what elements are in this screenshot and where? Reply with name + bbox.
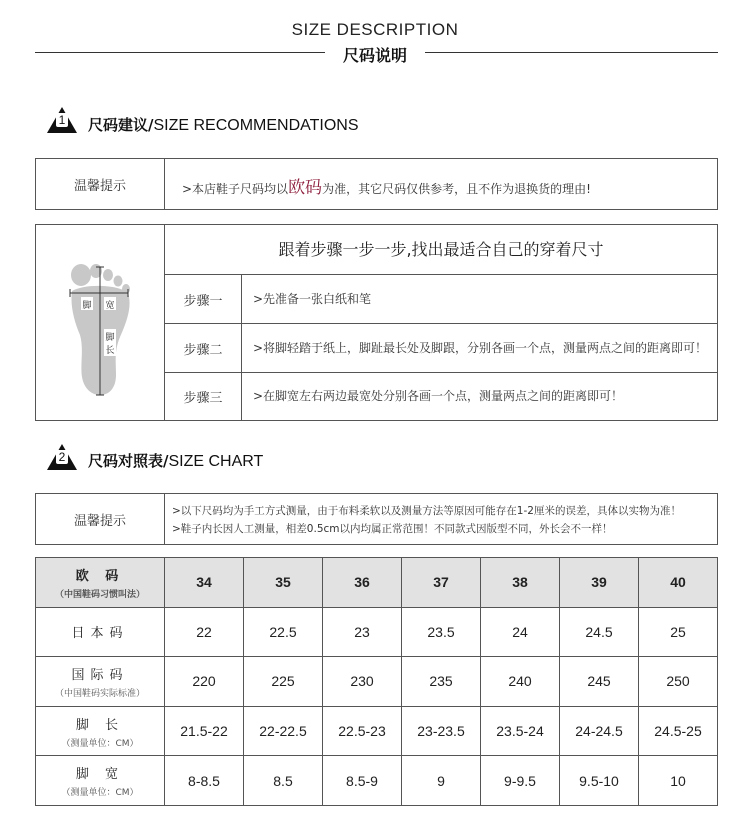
foot-length-label-a: 脚: [105, 333, 115, 343]
table-cell: 9.5-10: [560, 756, 639, 806]
size-chart-table: [35, 557, 718, 806]
size-chart-tip-box: [35, 493, 718, 545]
table-cell: 250: [639, 657, 718, 707]
row-header-label: 脚 长: [75, 717, 125, 733]
row-header-sub: （中国鞋码习惯叫法）: [54, 589, 145, 600]
row-header: [36, 657, 165, 707]
foot-illustration: [36, 225, 164, 420]
section2-title-en: SIZE CHART: [168, 453, 264, 470]
step1-text: >先准备一张白纸和笔: [253, 292, 372, 306]
row-header-sub: （测量单位：CM）: [61, 788, 139, 799]
section1-badge: [47, 107, 77, 137]
section1-title-cn: 尺码建议/: [88, 116, 154, 134]
table-cell: 24: [481, 607, 560, 657]
row-header: [36, 607, 165, 657]
step1-label: 步骤一: [183, 293, 223, 309]
table-cell: 240: [481, 657, 560, 707]
table-cell: 21.5-22: [165, 706, 244, 756]
table-cell: 35: [244, 558, 323, 608]
tip-prefix: >本店鞋子尺码均以: [182, 182, 289, 196]
table-cell: 9-9.5: [481, 756, 560, 806]
size-recommendation-box: [35, 158, 718, 210]
table-cell: 245: [560, 657, 639, 707]
table-cell: 8-8.5: [165, 756, 244, 806]
page-title-cn: 尺码说明: [342, 46, 407, 65]
table-cell: 39: [560, 558, 639, 608]
foot-length-label-b: 长: [105, 346, 115, 356]
table-cell: 23-23.5: [402, 706, 481, 756]
table-cell: 22.5: [244, 607, 323, 657]
table-row: [36, 756, 718, 806]
foot-icon: [36, 225, 164, 420]
table-cell: 23: [323, 607, 402, 657]
table-cell: 24.5-25: [639, 706, 718, 756]
table-cell: 8.5-9: [323, 756, 402, 806]
tip-highlight: 欧码: [288, 178, 323, 198]
table-cell: 23.5: [402, 607, 481, 657]
row-header: [36, 756, 165, 806]
table-cell: 24-24.5: [560, 706, 639, 756]
table-row: [36, 607, 718, 657]
section1-title: [88, 114, 359, 135]
table-cell: 8.5: [244, 756, 323, 806]
table-cell: 10: [639, 756, 718, 806]
step3-label: 步骤三: [183, 391, 223, 406]
table-cell: 220: [165, 657, 244, 707]
row-header-sub: （测量单位：CM）: [61, 738, 139, 749]
table-cell: 230: [323, 657, 402, 707]
step2-text: >将脚轻踏于纸上，脚趾最长处及脚跟，分别各画一个点，测量两点之间的距离即可！: [253, 341, 708, 355]
table-cell: 24.5: [560, 607, 639, 657]
tip-suffix: 为准，其它尺码仅供参考，且不作为退换货的理由!: [322, 182, 591, 196]
measurement-steps-box: [35, 224, 718, 421]
tip2-line2: >鞋子内长因人工测量，相差0.5cm以内均属正常范围！不同款式因版型不同，外长会不一样！: [172, 523, 613, 535]
row-header-sub: （中国鞋码实际标准）: [54, 688, 145, 699]
section2-badge: [47, 444, 77, 474]
table-cell: 37: [402, 558, 481, 608]
table-cell: 235: [402, 657, 481, 707]
table-cell: 36: [323, 558, 402, 608]
row-header-label: 国际码: [71, 667, 129, 683]
row-header-label: 欧 码: [75, 568, 125, 584]
row-header: [36, 706, 165, 756]
step3-text: >在脚宽左右两边最宽处分别各画一个点，测量两点之间的距离即可！: [253, 389, 624, 403]
row-header-label: 脚 宽: [75, 767, 125, 783]
section1-number: 1: [58, 113, 66, 127]
section2-title-cn: 尺码对照表/: [88, 452, 169, 470]
table-cell: 22: [165, 607, 244, 657]
page-title-en: SIZE DESCRIPTION: [291, 20, 459, 39]
steps-title: 跟着步骤一步一步,找出最适合自己的穿着尺寸: [278, 240, 604, 259]
tip2-line1: >以下尺码均为手工方式测量，由于布料柔软以及测量方法等原因可能存在1-2厘米的误差，具体以实物为准！: [172, 505, 681, 517]
step2-label: 步骤二: [183, 342, 223, 358]
section2-number: 2: [58, 450, 66, 464]
tip2-text: [172, 502, 681, 538]
foot-width-label-a: 脚: [82, 301, 92, 311]
table-row: [36, 558, 718, 608]
tip-label: 温馨提示: [73, 178, 126, 194]
foot-width-label-b: 宽: [105, 301, 115, 311]
table-cell: 23.5-24: [481, 706, 560, 756]
tip-text: [182, 173, 591, 198]
table-cell: 38: [481, 558, 560, 608]
section1-title-en: SIZE RECOMMENDATIONS: [153, 117, 359, 134]
tip2-label: 温馨提示: [73, 513, 126, 529]
row-header-label: 日本码: [71, 626, 129, 642]
table-row: [36, 706, 718, 756]
table-cell: 25: [639, 607, 718, 657]
section2-title: [88, 450, 263, 471]
table-cell: 225: [244, 657, 323, 707]
table-cell: 34: [165, 558, 244, 608]
row-header: [36, 558, 165, 608]
table-row: [36, 657, 718, 707]
table-cell: 9: [402, 756, 481, 806]
table-cell: 40: [639, 558, 718, 608]
table-cell: 22-22.5: [244, 706, 323, 756]
table-cell: 22.5-23: [323, 706, 402, 756]
